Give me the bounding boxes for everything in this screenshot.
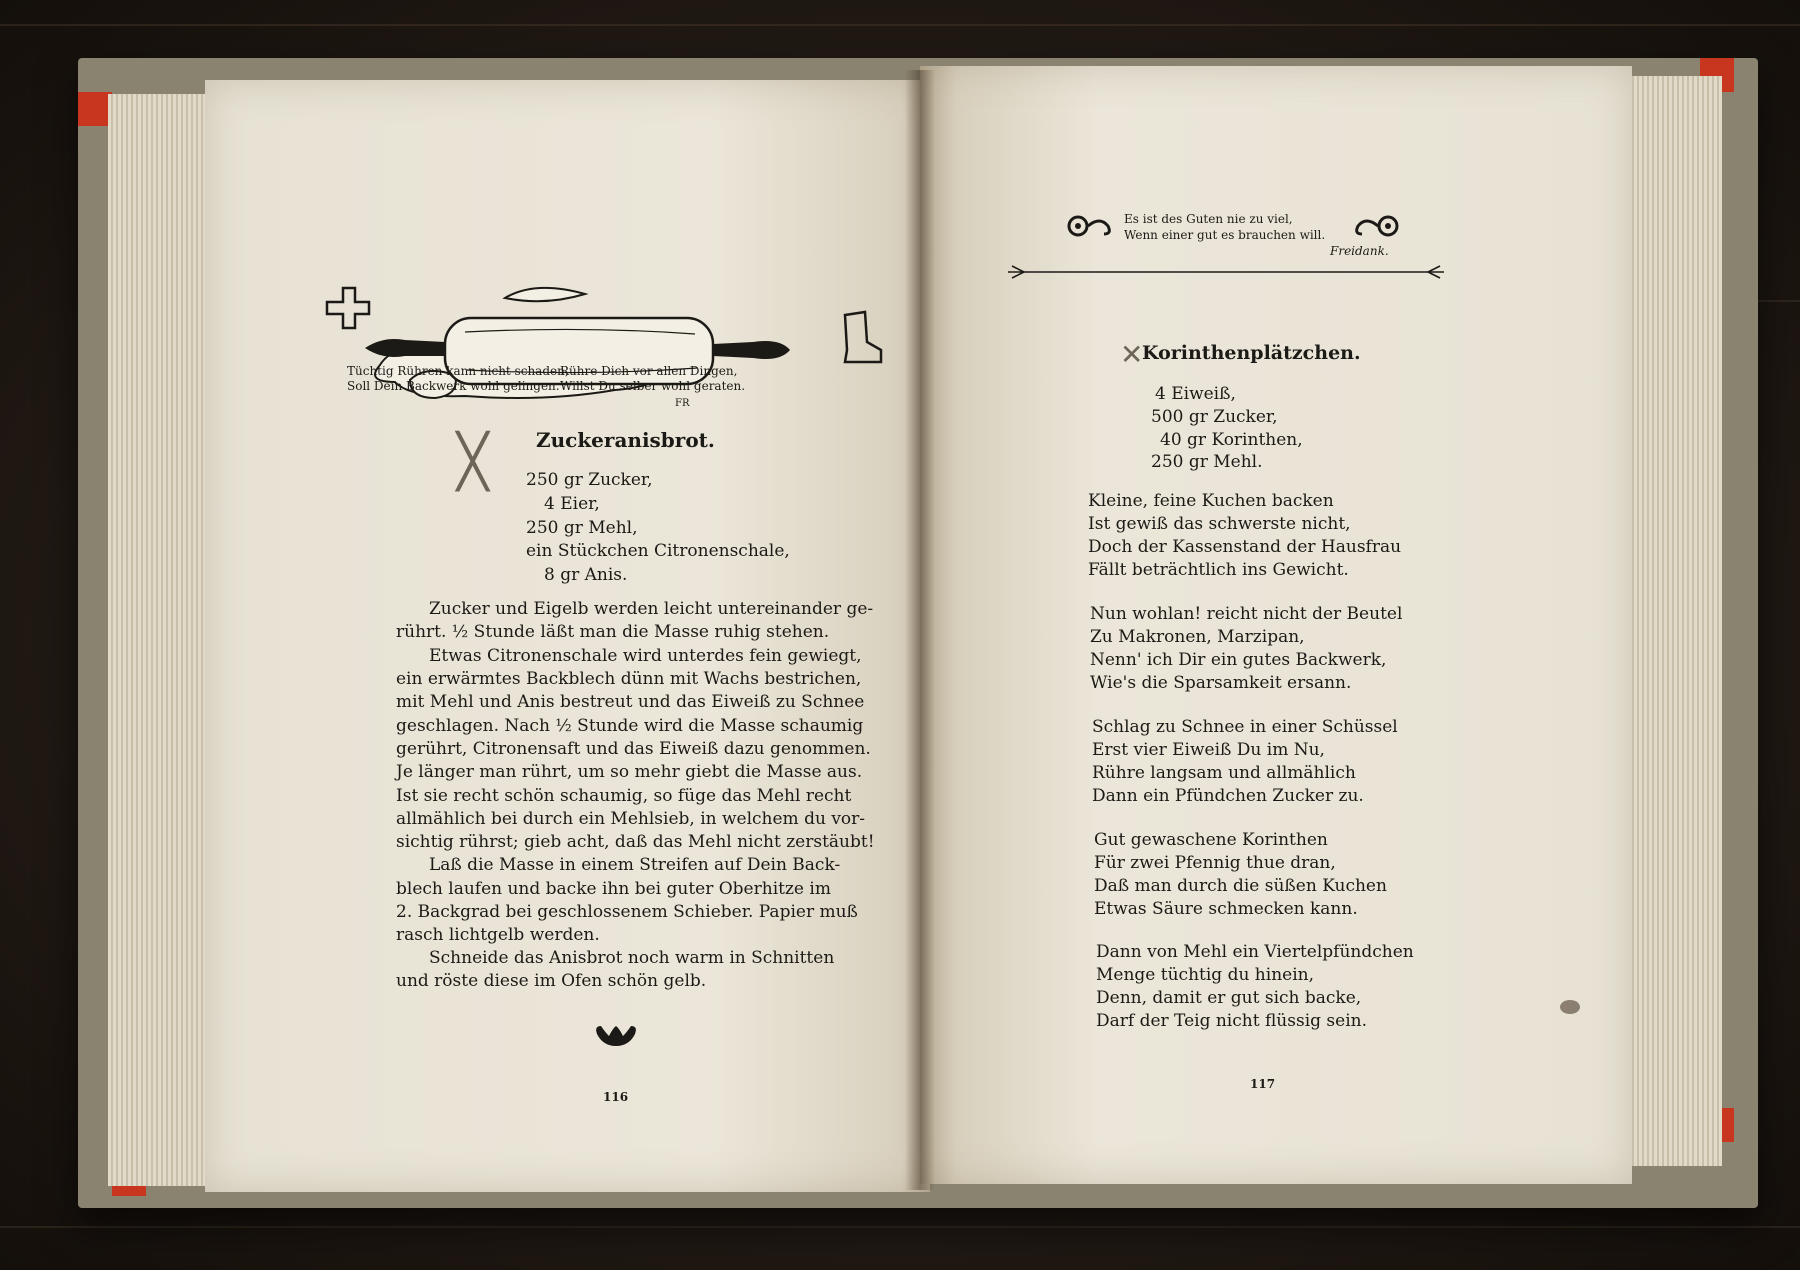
pencil-mark: ╳: [457, 432, 489, 492]
poem-line: Erst vier Eiweiß Du im Nu,: [1092, 740, 1325, 760]
motto-author: Freidank.: [1330, 244, 1389, 258]
ingredient: 8 gr Anis.: [544, 565, 628, 585]
body-line: mit Mehl und Anis bestreut und das Eiweiß zu Schnee: [396, 692, 865, 712]
page-number: 117: [1250, 1077, 1276, 1091]
ingredient: 4 Eier,: [544, 494, 600, 514]
swirl-icon: [1352, 212, 1412, 242]
poem-line: Schlag zu Schnee in einer Schüssel: [1092, 717, 1398, 737]
poem-line: Daß man durch die süßen Kuchen: [1094, 876, 1387, 896]
ingredient: 500 gr Zucker,: [1151, 407, 1278, 427]
poem-line: Wie's die Sparsamkeit ersann.: [1090, 673, 1352, 693]
poem-line: Nun wohlan! reicht nicht der Beutel: [1090, 604, 1403, 624]
book-gutter: [905, 70, 935, 1190]
stain-spot: [1560, 1000, 1580, 1014]
body-line: Etwas Citronenschale wird unterdes fein gewiegt,: [429, 646, 862, 666]
body-line: geschlagen. Nach ½ Stunde wird die Masse schaumig: [396, 716, 864, 736]
illustration-signature: FR: [675, 398, 690, 409]
caption-line: Rühre Dich vor allen Dingen,: [560, 364, 738, 378]
poem-line: Dann ein Pfündchen Zucker zu.: [1092, 786, 1364, 806]
swirl-icon: [1064, 212, 1124, 242]
poem-line: Denn, damit er gut sich backe,: [1096, 988, 1362, 1008]
poem-line: Für zwei Pfennig thue dran,: [1094, 853, 1336, 873]
ingredient: 250 gr Mehl,: [526, 518, 638, 538]
body-line: rührt. ½ Stunde läßt man die Masse ruhig stehen.: [396, 622, 830, 642]
arrow-rule: [1008, 262, 1448, 282]
body-line: ein erwärmtes Backblech dünn mit Wachs bestrichen,: [396, 669, 862, 689]
poem-line: Rühre langsam und allmählich: [1092, 763, 1356, 783]
wood-grain: [0, 1226, 1800, 1228]
poem-line: Zu Makronen, Marzipan,: [1090, 627, 1305, 647]
poem-line: Menge tüchtig du hinein,: [1096, 965, 1314, 985]
body-line: sichtig rührst; gieb acht, daß das Mehl nicht zerstäubt!: [396, 832, 875, 852]
poem-line: Etwas Säure schmecken kann.: [1094, 899, 1358, 919]
ingredient: ein Stückchen Citronenschale,: [526, 541, 790, 561]
left-page: [205, 80, 930, 1192]
poem-line: Ist gewiß das schwerste nicht,: [1088, 514, 1351, 534]
poem-line: Gut gewaschene Korinthen: [1094, 830, 1328, 850]
body-line: blech laufen und backe ihn bei guter Oberhitze im: [396, 879, 831, 899]
pencil-mark: ✕: [1120, 338, 1144, 371]
body-line: Schneide das Anisbrot noch warm in Schnitten: [429, 948, 835, 968]
poem-line: Dann von Mehl ein Viertelpfündchen: [1096, 942, 1414, 962]
body-line: und röste diese im Ofen schön gelb.: [396, 971, 707, 991]
body-line: allmählich bei durch ein Mehlsieb, in welchem du vor-: [396, 809, 866, 829]
poem-line: Nenn' ich Dir ein gutes Backwerk,: [1090, 650, 1387, 670]
caption-line: Soll Dein Backwerk wohl gelingen.: [347, 379, 560, 393]
ingredient: 40 gr Korinthen,: [1160, 430, 1303, 450]
body-line: Zucker und Eigelb werden leicht untereinander ge-: [429, 599, 874, 619]
body-line: Ist sie recht schön schaumig, so füge das Mehl recht: [396, 786, 852, 806]
poem-line: Doch der Kassenstand der Hausfrau: [1088, 537, 1402, 557]
motto-line: Es ist des Guten nie zu viel,: [1124, 212, 1293, 226]
body-line: Je länger man rührt, um so mehr giebt die Masse aus.: [396, 762, 863, 782]
caption-line: Tüchtig Rühren kann nicht schaden,: [347, 364, 569, 378]
recipe-title: Zuckeranisbrot.: [536, 428, 715, 452]
ornament-icon: [591, 1018, 641, 1054]
right-page: [920, 66, 1632, 1184]
page-number: 116: [603, 1090, 629, 1104]
caption-line: Willst Du selber wohl geraten.: [560, 379, 746, 393]
body-line: gerührt, Citronensaft und das Eiweiß dazu genommen.: [396, 739, 871, 759]
poem-line: Fällt beträchtlich ins Gewicht.: [1088, 560, 1349, 580]
body-line: 2. Backgrad bei geschlossenem Schieber. Papier muß: [396, 902, 858, 922]
ingredient: 4 Eiweiß,: [1155, 384, 1236, 404]
motto-line: Wenn einer gut es brauchen will.: [1124, 228, 1326, 242]
poem-line: Kleine, feine Kuchen backen: [1088, 491, 1334, 511]
cover-corner: [78, 92, 112, 126]
page-stack-left: [108, 94, 218, 1186]
ingredient: 250 gr Mehl.: [1151, 452, 1263, 472]
wood-grain: [0, 24, 1800, 26]
recipe-title: Korinthenplätzchen.: [1142, 342, 1361, 364]
ingredient: 250 gr Zucker,: [526, 470, 653, 490]
body-line: Laß die Masse in einem Streifen auf Dein Back-: [429, 855, 841, 875]
body-line: rasch lichtgelb werden.: [396, 925, 600, 945]
poem-line: Darf der Teig nicht flüssig sein.: [1096, 1011, 1367, 1031]
